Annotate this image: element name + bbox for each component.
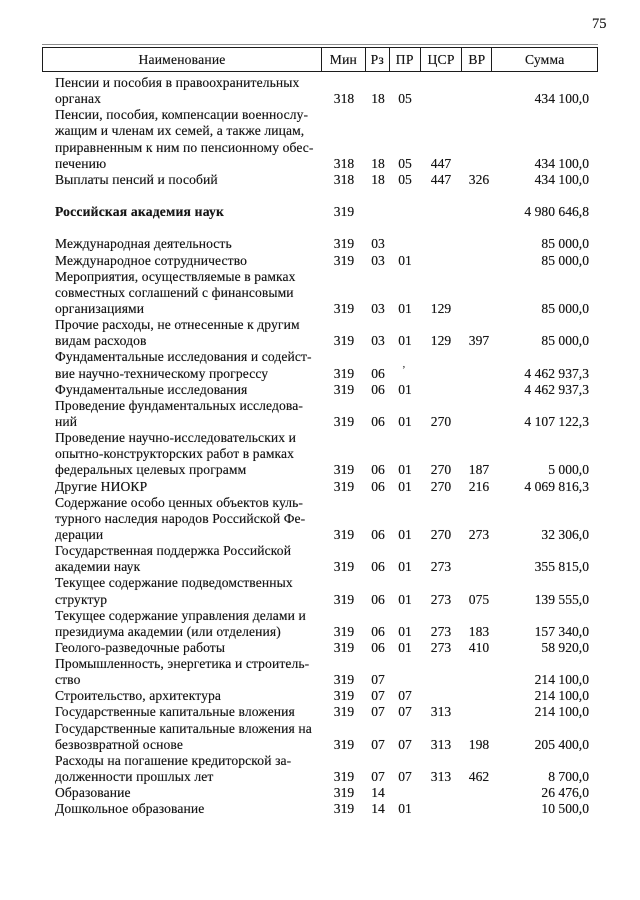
row-name: федеральных целевых программ [55,462,247,478]
cell-summa: 32 306,0 [541,526,589,542]
cell-pr: 07 [398,704,412,720]
cell-rz: 18 [371,155,385,171]
cell-vr: 326 [468,171,490,187]
row-name: Государственные капитальные вложения на [55,720,312,736]
row-name: Фундаментальные исследования и содейст- [55,349,312,365]
cell-vr: 187 [468,462,490,478]
table-line [42,592,598,608]
cell-min: 319 [333,769,355,785]
row-name: Мероприятия, осуществляемые в рамках [55,268,296,284]
row-name: органах [55,91,102,107]
cell-vr: 216 [468,478,490,494]
cell-summa: 8 700,0 [548,769,589,785]
row-name: Проведение научно-исследовательских и [55,430,297,446]
table-line [42,204,598,220]
table-line [42,559,598,575]
cell-pr: 01 [398,526,412,542]
cell-min: 319 [333,236,355,252]
cell-min: 318 [333,91,355,107]
table-line [42,511,598,527]
cell-pr: 01 [398,623,412,639]
cell-pr: 01 [398,478,412,494]
cell-summa: 4 107 122,3 [524,413,589,429]
cell-rz: 14 [371,801,385,817]
row-name: ство [55,672,81,688]
cell-rz: 06 [371,381,385,397]
cell-min: 319 [333,736,355,752]
table-line [42,737,598,753]
cell-pr: 05 [398,155,412,171]
table-line [42,414,598,430]
cell-summa: 434 100,0 [534,91,589,107]
row-name: Российская академия наук [55,204,225,220]
cell-summa: 4 462 937,3 [524,365,589,381]
cell-pr: 01 [398,559,412,575]
cell-csr: 313 [430,704,452,720]
cell-pr: 07 [398,688,412,704]
cell-pr: 01 [398,333,412,349]
cell-pr: 01 [398,300,412,316]
cell-min: 319 [333,333,355,349]
table-line [42,156,598,172]
column-header-vr: ВР [462,48,492,71]
cell-csr: 273 [430,623,452,639]
cell-csr: 313 [430,736,452,752]
row-name: вие научно-техническому прогрессу [55,365,269,381]
cell-rz: 07 [371,769,385,785]
table-line [42,363,598,382]
row-name: Международная деятельность [55,236,232,252]
cell-rz: 06 [371,478,385,494]
row-name: Пенсии и пособия в правоохранительных [55,75,300,90]
cell-rz: 03 [371,252,385,268]
cell-rz: 07 [371,672,385,688]
table-line [42,75,598,91]
table-line [42,462,598,478]
cell-min: 319 [333,413,355,429]
budget-table [42,47,598,817]
table-line [42,721,598,737]
cell-rz: 06 [371,462,385,478]
cell-rz: 06 [371,526,385,542]
cell-pr: 01 [398,801,412,817]
table-line [42,430,598,446]
cell-csr: 129 [430,333,452,349]
table-line [42,140,598,156]
row-name: Расходы на погашение кредиторской за- [55,752,292,768]
table-line [42,382,598,398]
table-line [42,543,598,559]
cell-min: 319 [333,478,355,494]
row-name: Строительство, архитектура [55,688,222,704]
scan-artifact-mark: ’ [402,363,406,376]
cell-pr: 01 [398,413,412,429]
cell-summa: 157 340,0 [534,623,589,639]
row-name: долженности прошлых лет [55,769,214,785]
row-name: жащим и членам их семей, а также лицам, [55,123,305,139]
table-line [42,479,598,495]
table-line [42,801,598,817]
row-name: видам расходов [55,333,147,349]
cell-vr: 397 [468,333,490,349]
cell-csr: 313 [430,769,452,785]
cell-summa: 85 000,0 [541,252,589,268]
cell-min: 319 [333,704,355,720]
cell-rz: 06 [371,623,385,639]
row-name: турного наследия народов Российской Фе- [55,510,306,526]
cell-summa: 4 069 816,3 [524,478,589,494]
row-name: Образование [55,785,131,801]
cell-min: 319 [333,252,355,268]
cell-min: 319 [333,591,355,607]
cell-min: 319 [333,204,355,220]
cell-rz: 03 [371,236,385,252]
cell-summa: 4 462 937,3 [524,381,589,397]
table-line [42,608,598,624]
cell-summa: 205 400,0 [534,736,589,752]
cell-min: 319 [333,462,355,478]
row-name: приравненным к ним по пенсионному обес- [55,139,314,155]
cell-csr: 270 [430,526,452,542]
row-name: структур [55,591,108,607]
table-line [42,349,598,365]
row-name: Текущее содержание подведомственных [55,575,293,591]
page-number: 75 [592,16,607,32]
table-line [42,172,598,188]
row-name: Прочие расходы, не отнесенные к другим [55,317,300,333]
cell-rz: 18 [371,171,385,187]
cell-vr: 198 [468,736,490,752]
cell-min: 319 [333,559,355,575]
column-header-min: Мин [322,48,366,71]
row-name: Проведение фундаментальных исследова- [55,397,303,413]
row-name: Текущее содержание управления делами и [55,607,306,623]
cell-rz: 14 [371,785,385,801]
cell-summa: 434 100,0 [534,155,589,171]
row-name: Промышленность, энергетика и строитель- [55,656,310,672]
table-line [42,672,598,688]
cell-min: 319 [333,300,355,316]
cell-rz: 06 [371,413,385,429]
table-line [42,123,598,139]
row-name: Фундаментальные исследования [55,381,248,397]
column-header-csr: ЦСР [421,48,463,71]
cell-rz: 06 [371,365,385,381]
cell-vr: 183 [468,623,490,639]
row-name: организациями [55,300,145,316]
column-header-rz: Рз [366,48,390,71]
column-header-naimenovanie: Наименование [43,48,322,71]
table-line [42,753,598,769]
cell-min: 319 [333,623,355,639]
cell-pr: 05 [398,171,412,187]
cell-csr: 447 [430,171,452,187]
cell-rz: 18 [371,91,385,107]
table-header-row [42,47,598,72]
table-line [42,688,598,704]
cell-summa: 355 815,0 [534,559,589,575]
cell-summa: 214 100,0 [534,688,589,704]
table-line [42,575,598,591]
table-line [42,91,598,107]
table-line [42,301,598,317]
row-name: академии наук [55,559,141,575]
row-name: опытно-конструкторских работ в рамках [55,446,295,462]
row-name: Дошкольное образование [55,801,205,817]
row-name: Выплаты пенсий и пособий [55,171,218,187]
cell-rz: 06 [371,559,385,575]
cell-csr: 270 [430,462,452,478]
cell-vr: 410 [468,639,490,655]
cell-min: 319 [333,365,355,381]
row-name: печению [55,155,107,171]
blank-line [42,220,598,236]
cell-min: 319 [333,672,355,688]
cell-summa: 214 100,0 [534,672,589,688]
table-line [42,785,598,801]
cell-rz: 06 [371,591,385,607]
blank-line [42,188,598,204]
cell-summa: 85 000,0 [541,236,589,252]
table-line [42,624,598,640]
cell-rz: 06 [371,639,385,655]
cell-summa: 4 980 646,8 [524,204,589,220]
row-name: Пенсии, пособия, компенсации военнослу- [55,107,309,123]
cell-summa: 58 920,0 [541,639,589,655]
cell-pr: 01 [398,591,412,607]
cell-csr: 273 [430,559,452,575]
row-name: ний [55,413,78,429]
cell-pr: 07 [398,769,412,785]
column-header-pr: ПР [390,48,421,71]
cell-pr: 05 [398,91,412,107]
row-name: Государственные капитальные вложения [55,704,295,720]
cell-min: 319 [333,381,355,397]
table-line [42,495,598,511]
cell-rz: 07 [371,688,385,704]
table-line [42,640,598,656]
row-name: Содержание особо ценных объектов куль- [55,494,304,510]
cell-summa: 434 100,0 [534,171,589,187]
row-name: президиума академии (или отделения) [55,623,281,639]
row-name: безвозвратной основе [55,736,183,752]
cell-pr: 01 [398,639,412,655]
row-name: Международное сотрудничество [55,252,248,268]
cell-min: 319 [333,639,355,655]
cell-summa: 85 000,0 [541,333,589,349]
cell-min: 318 [333,171,355,187]
table-line [42,527,598,543]
row-name: дерации [55,526,104,542]
row-name: совместных соглашений с финансовыми [55,284,294,300]
table-line [42,253,598,269]
table-line [42,769,598,785]
row-name: Государственная поддержка Российской [55,543,292,559]
cell-pr: 01 [398,462,412,478]
cell-vr: 273 [468,526,490,542]
column-header-summa: Сумма [524,51,565,67]
table-line [42,704,598,720]
table-line [42,285,598,301]
cell-pr: 01 [398,381,412,397]
cell-summa: 85 000,0 [541,300,589,316]
cell-rz: 07 [371,736,385,752]
cell-csr: 129 [430,300,452,316]
cell-vr: 075 [468,591,490,607]
cell-rz: 03 [371,333,385,349]
row-name: Другие НИОКР [55,478,148,494]
table-line [42,333,598,349]
cell-rz: 03 [371,300,385,316]
table-line [42,317,598,333]
cell-min: 319 [333,526,355,542]
table-line [42,446,598,462]
table-line [42,656,598,672]
cell-min: 319 [333,801,355,817]
cell-summa: 10 500,0 [541,801,589,817]
cell-rz: 07 [371,704,385,720]
table-line [42,398,598,414]
row-name: Геолого-разведочные работы [55,639,226,655]
table-line [42,269,598,285]
cell-min: 319 [333,688,355,704]
cell-csr: 447 [430,155,452,171]
table-line [42,236,598,252]
cell-summa: 26 476,0 [541,785,589,801]
cell-csr: 273 [430,591,452,607]
cell-pr: 07 [398,736,412,752]
cell-summa: 5 000,0 [548,462,589,478]
cell-csr: 273 [430,639,452,655]
cell-csr: 270 [430,413,452,429]
table-body [42,75,598,817]
cell-csr: 270 [430,478,452,494]
cell-pr: 01 [398,252,412,268]
cell-min: 318 [333,155,355,171]
cell-min: 319 [333,785,355,801]
table-line [42,107,598,123]
cell-summa: 214 100,0 [534,704,589,720]
cell-summa: 139 555,0 [534,591,589,607]
cell-vr: 462 [468,769,490,785]
